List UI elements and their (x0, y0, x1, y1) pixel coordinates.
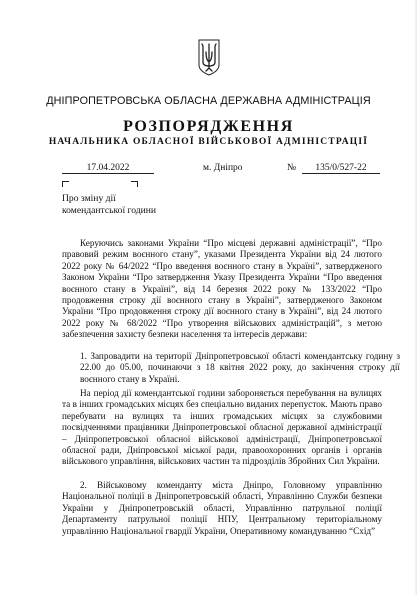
subject-line-2: комендантської години (62, 205, 157, 216)
document-city: м. Дніпро (203, 163, 243, 173)
document-type-title: РОЗПОРЯДЖЕННЯ (123, 118, 294, 135)
subject-corner-left (62, 181, 69, 187)
coat-of-arms-trident-icon (198, 38, 220, 76)
document-subject (62, 193, 156, 217)
document-date: 17.04.2022 (62, 163, 154, 174)
organization-name: ДНІПРОПЕТРОВСЬКА ОБЛАСНА ДЕРЖАВНА АДМІНІСТРАЦІЯ (46, 95, 371, 107)
document-subtitle: НАЧАЛЬНИКА ОБЛАСНОЇ ВІЙСЬКОВОЇ АДМІНІСТРАЦІЇ (48, 137, 369, 147)
document-number-label: № (287, 163, 297, 173)
restrictions-paragraph: На період дії комендантської години забороняється перебування на вулицях та в інших громадських місцях без спеціально виданих перепусток. Мають право перебувати на вулицях та інших громадських місцях за службовими посвідченнями працівники Дніпропетровської обласної державної адміністрації – Дніпропетровської обласної військової адміністрації, Дніпропетровської обласної ради, Дніпровської міської ради, правоохоронних органів і органів військового управління, військових частин та підрозділів Збройних Сил України. (62, 388, 382, 467)
subject-line-1: Про зміну дії (62, 193, 116, 204)
order-item-1: 1. Запровадити на території Дніпропетровської області комендантську годину з 22.00 до 05.00, починаючи з 18 квітня 2022 року, до закінчення строку дії воєнного стану в Україні. (80, 351, 400, 384)
subject-corner-right (131, 181, 138, 187)
preamble-paragraph: Керуючись законами України “Про місцеві державні адміністрації”, “Про правовий режим воєнного стану”, указами Президента України від 24 лютого 2022 року № 64/2022 “Про введення воєнного стану в Україні”, затвердженого Законом України “Про затвердження Указу Президента України “Про введення воєнного стану в Україні”, від 14 березня 2022 року № 133/2022 “Про продовження строку дії воєнного стану в Україні”, затвердженого Законом України “Про продовження строку дії воєнного стану в Україні”, від 24 лютого 2022 року № 68/2022 “Про утворення військових адміністрацій”, з метою забезпечення захисту безпеки населення та інтересів держави: (62, 238, 382, 340)
document-number: 135/0/527-22 (302, 163, 380, 174)
order-item-2: 2. Військовому коменданту міста Дніпро, Головному управлінню Національної поліції в Дніпропетровській області, Управлінню Служби безпеки України у Дніпропетровській області, Управлінню патрульної поліції Департаменту патрульної поліції НПУ, Центральному територіальному управлінню Національної гвардії України, Оперативному командуванню “Схід” (62, 480, 382, 536)
